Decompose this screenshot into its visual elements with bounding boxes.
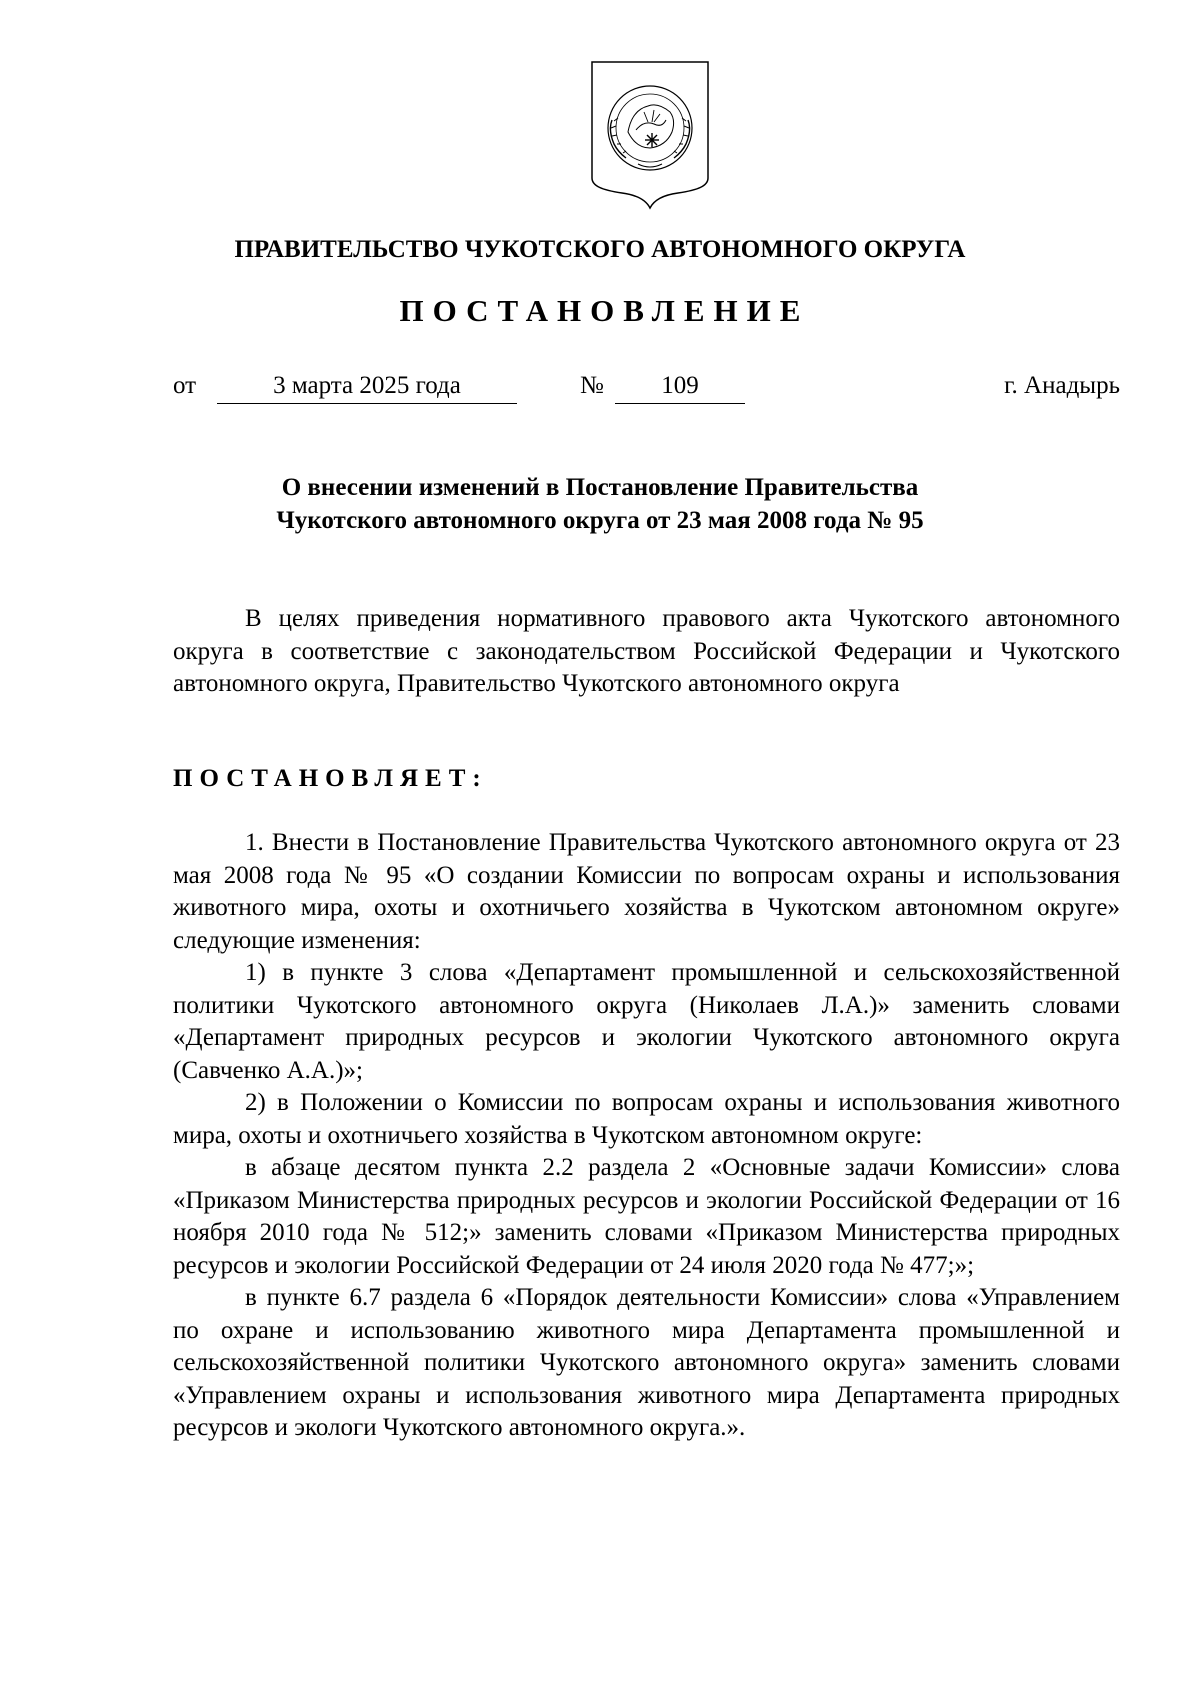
- paragraph-1-2: 2) в Положении о Комиссии по вопросам охраны и использования животного мира, охоты и охотничьего хозяйства в Чукотском автономном округе:: [173, 1089, 1120, 1149]
- document-subject: [0, 471, 1200, 537]
- document-number: 109: [661, 372, 699, 399]
- number-underline: [615, 403, 745, 404]
- decree-body: [173, 827, 1120, 1445]
- document-date: 3 марта 2025 года: [273, 372, 461, 399]
- coat-of-arms-icon: [588, 60, 712, 210]
- paragraph-amendment-2-2: в абзаце десятом пункта 2.2 раздела 2 «Основные задачи Комиссии» слова «Приказом Министерства природных ресурсов и экологии Российской Федерации от 16 ноября 2010 года № 512;» заменить словами «Приказом Министерства природных ресурсов и экологии Российской Федерации от 24 июля 2020 года № 477;»;: [173, 1154, 1120, 1279]
- number-prefix: №: [580, 372, 604, 399]
- subject-line-2: Чукотского автономного округа от 23 мая 2008 года № 95: [276, 507, 924, 534]
- paragraph-1: 1. Внести в Постановление Правительства Чукотского автономного округа от 23 мая 2008 года № 95 «О создании Комиссии по вопросам охраны и использования животного мира, охоты и охотничьего хозяйства в Чукотском автономном округе» следующие изменения:: [173, 829, 1120, 954]
- document-city: г. Анадырь: [1004, 372, 1120, 399]
- decree-heading: ПОСТАНОВЛЯЕТ:: [173, 765, 488, 792]
- preamble-text: В целях приведения нормативного правового акта Чукотского автономного округа в соответствие с законодательством Российской Федерации и Чукотского автономного округа, Правительство Чукотского автономного округа: [173, 605, 1120, 697]
- organization-title: ПРАВИТЕЛЬСТВО ЧУКОТСКОГО АВТОНОМНОГО ОКРУГА: [234, 236, 966, 263]
- document-meta-row: [0, 372, 1200, 406]
- preamble-block: [173, 603, 1120, 701]
- paragraph-1-1: 1) в пункте 3 слова «Департамент промышленной и сельскохозяйственной политики Чукотского автономного округа (Николаев Л.А.)» заменить словами «Департамент природных ресурсов и экологии Чукотского автономного округа (Савченко А.А.)»;: [173, 959, 1120, 1084]
- subject-line-1: О внесении изменений в Постановление Правительства: [281, 474, 919, 501]
- date-underline: [217, 403, 517, 404]
- document-type-title: ПОСТАНОВЛЕНИЕ: [399, 293, 810, 328]
- date-prefix: от: [173, 372, 197, 399]
- paragraph-amendment-6-7: в пункте 6.7 раздела 6 «Порядок деятельности Комиссии» слова «Управлением по охране и использованию животного мира Департамента промышленной и сельскохозяйственной политики Чукотского автономного округа» заменить словами «Управлением охраны и использования животного мира Департамента природных ресурсов и экологи Чукотского автономного округа.».: [173, 1284, 1120, 1441]
